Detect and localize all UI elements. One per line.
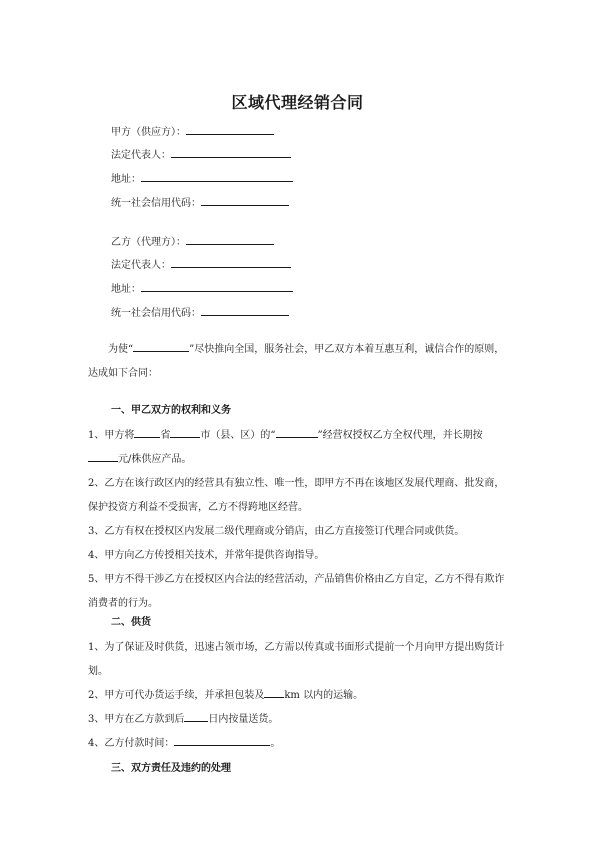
- party-a-name-blank[interactable]: [186, 124, 274, 135]
- supply-item-3-text-b: 日内按量送货。: [208, 714, 279, 725]
- party-a-rep-label: 法定代表人：: [111, 150, 171, 161]
- item-1-text-c: 市（县、区）的“: [200, 430, 276, 441]
- party-a-rep-row: [111, 147, 291, 163]
- item-1-text-b: 省: [160, 430, 171, 441]
- party-b-code-row: [111, 305, 289, 321]
- section-1-item-5: [88, 568, 508, 616]
- party-b-rep-label: 法定代表人：: [111, 260, 171, 271]
- intro-pre: 为使“: [108, 344, 134, 355]
- city-blank[interactable]: [170, 427, 200, 438]
- party-b-code-label: 统一社会信用代码：: [111, 308, 201, 319]
- party-b-addr-row: [111, 281, 293, 297]
- party-a-name-row: [111, 124, 274, 140]
- party-a-code-label: 统一社会信用代码：: [111, 198, 201, 209]
- party-b-name-row: [111, 234, 274, 250]
- province-blank[interactable]: [134, 427, 160, 438]
- item-1-text-a: 1、甲方将: [88, 430, 135, 441]
- item-3-text: 3、乙方有权在授权区内发展二级代理商或分销店，由乙方直接签订代理合同或供货。: [88, 526, 465, 537]
- party-a-name-label: 甲方（供应方）：: [111, 127, 186, 138]
- item-1-text-d: ”经营权授权乙方全权代理，并长期按: [317, 430, 483, 441]
- supply-item-1-text: 1、为了保证及时供货，迅速占领市场，乙方需以传真或书面形式提前一个月向甲方提出购货计划。: [88, 642, 505, 677]
- price-blank[interactable]: [88, 451, 118, 462]
- party-a-rep-blank[interactable]: [171, 147, 291, 158]
- brand-blank[interactable]: [276, 427, 318, 438]
- supply-item-2-text-b: km 以内的运输。: [284, 690, 364, 701]
- party-b-addr-label: 地址：: [111, 284, 141, 295]
- product-name-blank[interactable]: [133, 341, 189, 352]
- party-b-addr-blank[interactable]: [141, 281, 293, 292]
- supply-item-4-text-a: 4、乙方付款时间：: [88, 738, 175, 749]
- section-1-item-2: [88, 472, 508, 520]
- distance-blank[interactable]: [264, 687, 284, 698]
- party-a-addr-row: [111, 171, 293, 187]
- supply-item-2-text-a: 2、甲方可代办货运手续，并承担包装及: [88, 690, 265, 701]
- payment-time-blank[interactable]: [174, 735, 270, 746]
- section-1-item-3: [88, 520, 508, 544]
- document-title: 区域代理经销合同: [231, 93, 364, 112]
- intro-paragraph: [88, 338, 508, 386]
- party-b-name-label: 乙方（代理方）：: [111, 237, 186, 248]
- item-1-text-e: 元/株供应产品。: [118, 454, 192, 465]
- section-2-item-2: [88, 684, 508, 708]
- item-4-text: 4、甲方向乙方传授相关技术，并常年提供咨询指导。: [88, 550, 325, 561]
- section-3-heading: 三、双方责任及违约的处理: [111, 763, 231, 774]
- section-1-item-1: [88, 424, 508, 472]
- section-1-heading: 一、甲乙双方的权利和义务: [111, 405, 231, 416]
- supply-item-4-text-b: 。: [270, 738, 281, 749]
- days-blank[interactable]: [184, 711, 208, 722]
- party-b-rep-row: [111, 257, 291, 273]
- section-2-heading: 二、供货: [111, 617, 151, 628]
- item-2-text: 2、乙方在该行政区内的经营具有独立性、唯一性，即甲方不再在该地区发展代理商、批发商，保护投资方利益不受损害，乙方不得跨地区经营。: [88, 478, 505, 513]
- party-a-code-blank[interactable]: [201, 195, 289, 206]
- party-a-code-row: [111, 195, 289, 211]
- party-b-rep-blank[interactable]: [171, 257, 291, 268]
- section-2-item-1: [88, 636, 508, 684]
- section-1-item-4: [88, 544, 508, 568]
- party-b-name-blank[interactable]: [186, 234, 274, 245]
- supply-item-3-text-a: 3、甲方在乙方款到后: [88, 714, 185, 725]
- party-a-addr-label: 地址：: [111, 174, 141, 185]
- intro-post: ”尽快推向全国，服务社会，甲乙双方本着互惠互利，诚信合作的原则，达成如下合同：: [88, 344, 505, 379]
- section-2-item-3: [88, 708, 508, 732]
- party-a-addr-blank[interactable]: [141, 171, 293, 182]
- section-2-item-4: [88, 732, 508, 756]
- party-b-code-blank[interactable]: [201, 305, 289, 316]
- item-5-text: 5、甲方不得干涉乙方在授权区内合法的经营活动，产品销售价格由乙方自定，乙方不得有欺诈消费者的行为。: [88, 574, 505, 609]
